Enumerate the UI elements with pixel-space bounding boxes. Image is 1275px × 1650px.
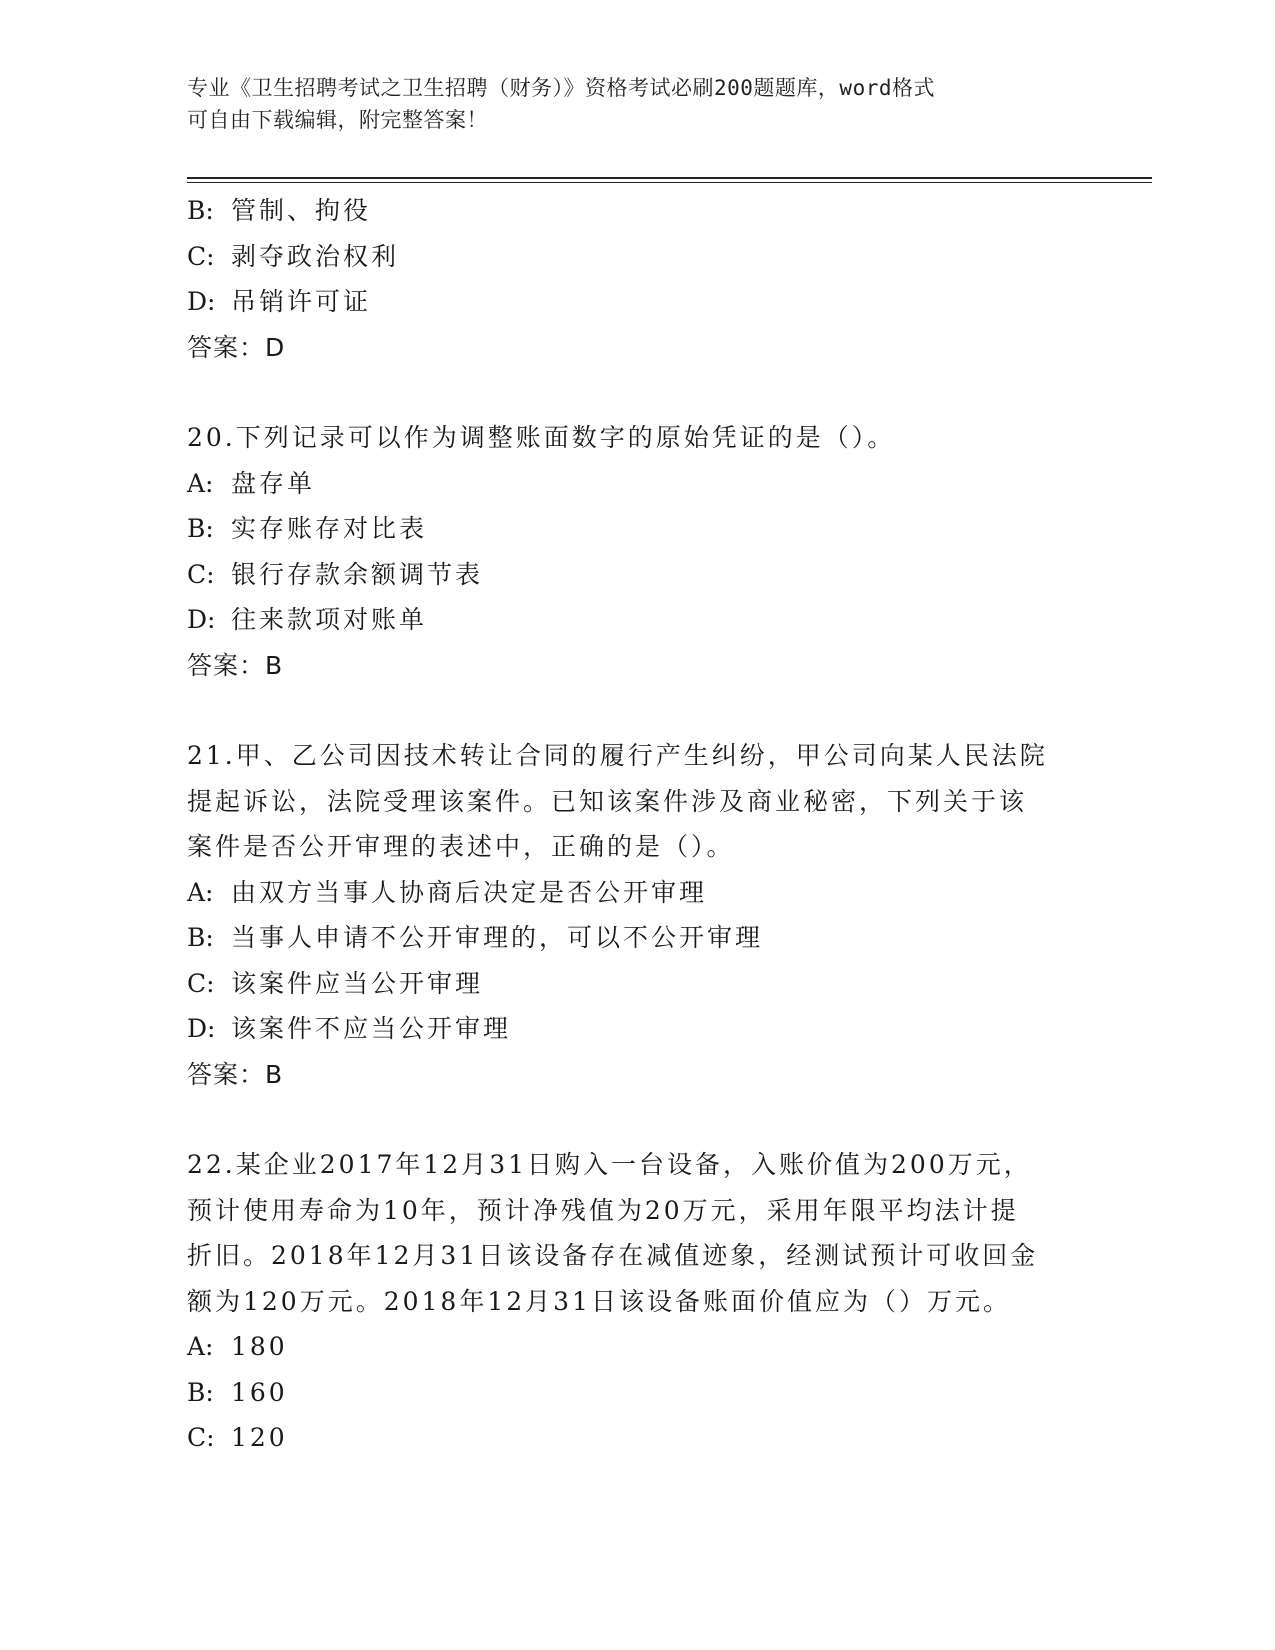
question-stem: 21.甲、乙公司因技术转让合同的履行产生纠纷，甲公司向某人民法院: [187, 741, 1048, 770]
option-key: B:: [187, 514, 214, 543]
option-key: D:: [187, 287, 216, 316]
option-text: 120: [231, 1423, 288, 1452]
option-d: [187, 279, 1087, 325]
option-text: 当事人申请不公开审理的，可以不公开审理: [231, 923, 764, 952]
option-key: B:: [187, 1377, 214, 1407]
question-stem: 22.某企业2017年12月31日购入一台设备，入账价值为200万元，: [187, 1150, 1032, 1179]
option-text: 该案件不应当公开审理: [231, 1014, 512, 1043]
option-b: [187, 188, 1087, 234]
option-d: [187, 1006, 1087, 1052]
option-key: B:: [187, 196, 214, 225]
option-d: [187, 597, 1087, 643]
option-text: 吊销许可证: [231, 287, 372, 316]
option-b: [187, 1370, 1087, 1416]
document-header: [187, 72, 1067, 136]
option-a: [187, 870, 1087, 916]
option-c: [187, 552, 1087, 598]
option-b: [187, 915, 1087, 961]
answer-line: 答案：B: [187, 650, 284, 680]
option-c: [187, 961, 1087, 1007]
option-key: D:: [187, 1014, 216, 1043]
option-key: D:: [187, 605, 216, 634]
option-a: [187, 461, 1087, 507]
option-text: 160: [231, 1377, 288, 1407]
question-stem: 额为120万元。2018年12月31日该设备账面价值应为（）万元。: [187, 1286, 1011, 1316]
option-key: C:: [187, 559, 215, 589]
header-rule-thick: [187, 177, 1152, 179]
question-stem: 折旧。2018年12月31日该设备存在减值迹象，经测试预计可收回金: [187, 1241, 1039, 1270]
question-stem: 案件是否公开审理的表述中，正确的是（）。: [187, 832, 735, 861]
question-stem: 提起诉讼，法院受理该案件。已知该案件涉及商业秘密，下列关于该: [187, 786, 1028, 816]
answer-line: 答案：D: [187, 332, 286, 362]
header-line-1: 专业《卫生招聘考试之卫生招聘（财务）》资格考试必刷200题题库，word格式: [187, 76, 935, 100]
option-key: A:: [187, 1332, 214, 1361]
header-line-2: 可自由下载编辑，附完整答案！: [187, 108, 488, 132]
option-b: [187, 506, 1087, 552]
question-22: [187, 1142, 1087, 1461]
option-c: [187, 1415, 1087, 1461]
spacer: [187, 370, 1087, 415]
option-text: 剥夺政治权利: [231, 241, 400, 271]
option-text: 180: [231, 1332, 288, 1361]
option-key: C:: [187, 1423, 215, 1452]
option-key: A:: [187, 468, 214, 498]
option-text: 实存账存对比表: [231, 514, 428, 543]
question-stem: 20.下列记录可以作为调整账面数字的原始凭证的是（）。: [187, 423, 896, 452]
question-21: [187, 733, 1087, 1097]
option-c: [187, 234, 1087, 280]
option-text: 由双方当事人协商后决定是否公开审理: [231, 877, 708, 907]
answer-line: 答案：B: [187, 1059, 284, 1089]
option-key: A:: [187, 877, 214, 907]
spacer: [187, 688, 1087, 733]
option-key: C:: [187, 968, 215, 998]
question-20: [187, 415, 1087, 688]
header-rule-thin: [187, 182, 1152, 183]
option-text: 管制、拘役: [231, 196, 372, 225]
spacer: [187, 1097, 1087, 1142]
question-19-tail: [187, 188, 1087, 370]
question-stem: 预计使用寿命为10年，预计净残值为20万元，采用年限平均法计提: [187, 1195, 1019, 1225]
option-text: 银行存款余额调节表: [231, 559, 484, 589]
option-text: 盘存单: [231, 468, 316, 498]
option-key: C:: [187, 241, 215, 271]
option-key: B:: [187, 923, 214, 952]
option-text: 该案件应当公开审理: [231, 968, 484, 998]
option-a: [187, 1324, 1087, 1370]
option-text: 往来款项对账单: [231, 605, 428, 634]
question-list: [187, 188, 1087, 1461]
